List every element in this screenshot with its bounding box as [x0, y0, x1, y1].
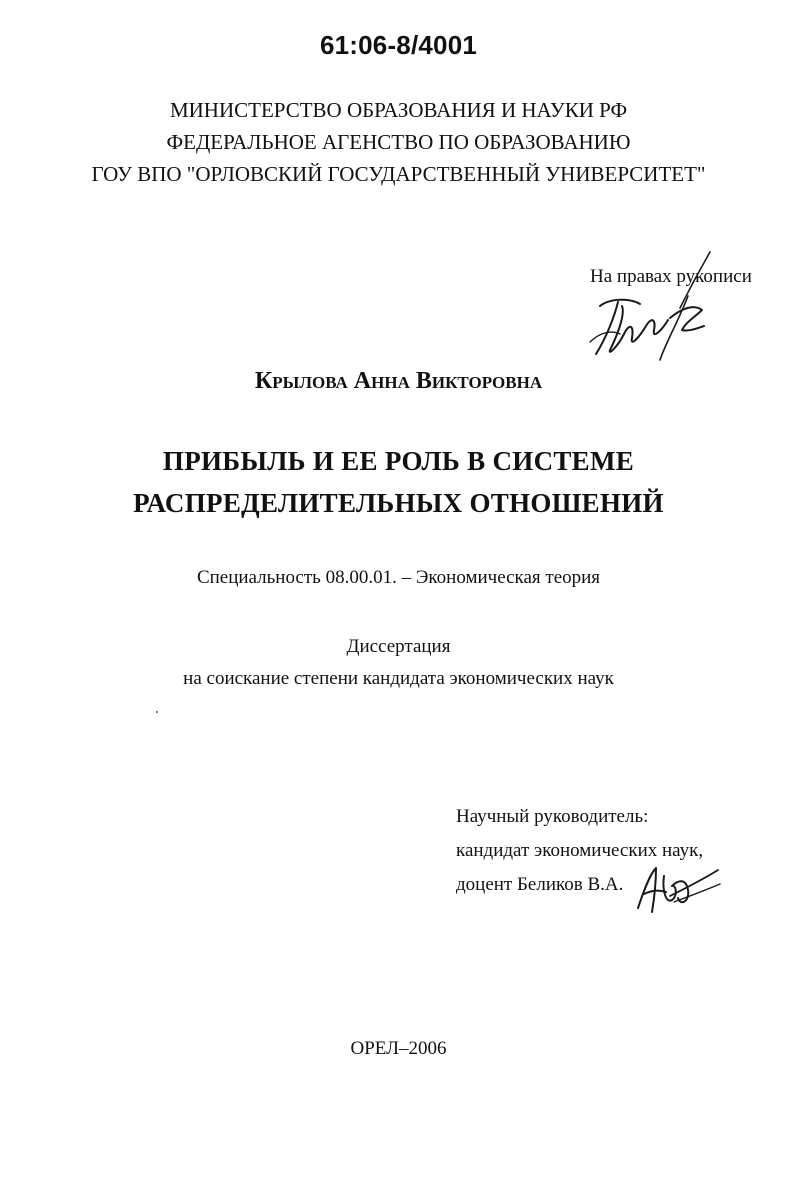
city-year: ОРЕЛ–2006 — [350, 1038, 447, 1059]
author-name: Крылова Анна Викторовна — [254, 368, 543, 394]
specialty: Специальность 08.00.01. – Экономическая теория — [196, 567, 601, 588]
author-signature — [570, 246, 720, 371]
title-line-1: ПРИБЫЛЬ И ЕЕ РОЛЬ В СИСТЕМЕ — [162, 446, 635, 476]
scan-speck — [156, 711, 158, 713]
advisor-heading: Научный руководитель: — [456, 806, 649, 827]
university-line: ГОУ ВПО "ОРЛОВСКИЙ ГОСУДАРСТВЕННЫЙ УНИВЕРСИТЕТ" — [91, 162, 706, 186]
title-line-2: РАСПРЕДЕЛИТЕЛЬНЫХ ОТНОШЕНИЙ — [133, 488, 664, 518]
advisor-name: доцент Беликов В.А. — [456, 874, 624, 895]
catalog-code: 61:06-8/4001 — [319, 30, 478, 60]
manuscript-note: На правах рукописи — [590, 266, 752, 287]
dissertation-label: Диссертация — [346, 636, 451, 657]
degree-line: на соискание степени кандидата экономических наук — [183, 668, 614, 689]
agency-line: ФЕДЕРАЛЬНОЕ АГЕНСТВО ПО ОБРАЗОВАНИЮ — [166, 130, 631, 154]
advisor-degree: кандидат экономических наук, — [456, 840, 704, 861]
advisor-signature — [630, 850, 730, 920]
ministry-line: МИНИСТЕРСТВО ОБРАЗОВАНИЯ И НАУКИ РФ — [169, 98, 628, 122]
